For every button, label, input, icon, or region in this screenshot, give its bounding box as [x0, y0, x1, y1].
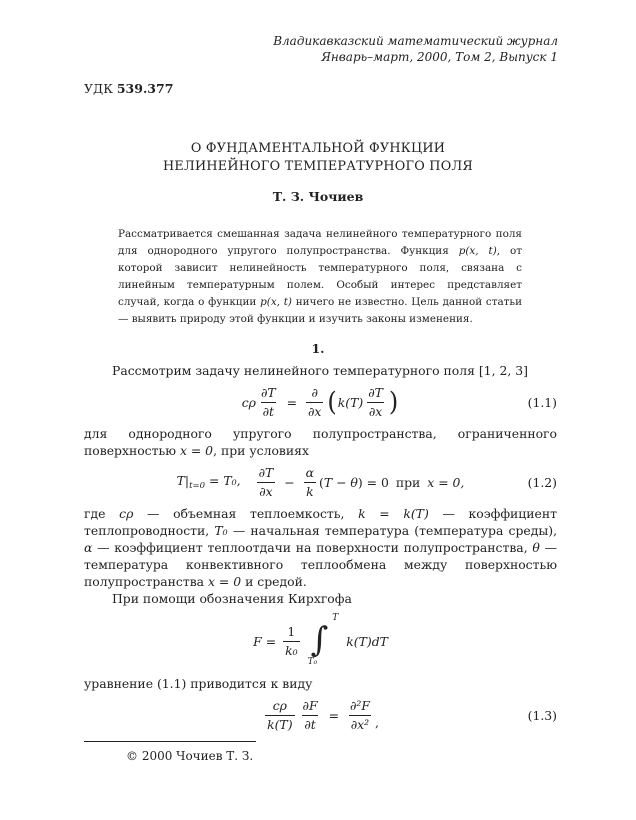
condition-word: при: [395, 474, 421, 490]
abstract-part: ничего не известно. Цель данной статьи — выявить природу этой функции и изучить законы изменения.: [118, 296, 522, 325]
inline-math: k = k(T): [358, 506, 429, 521]
left-paren: (: [327, 386, 337, 418]
fraction: $\frac{\partial T}{\partial t}$: [260, 385, 276, 419]
math-term: x = 0,: [427, 474, 465, 490]
equals-sign: =: [328, 707, 339, 723]
section-heading: 1.: [311, 341, 325, 356]
title-line-2: НЕЛИНЕЙНОГО ТЕМПЕРАТУРНОГО ПОЛЯ: [163, 158, 473, 174]
paragraph-intro: Рассмотрим задачу нелинейного температурного поля [1, 2, 3]: [112, 363, 528, 378]
fraction: $\frac{1}{\text{k₀}}$: [285, 624, 298, 658]
minus-sign: −: [284, 474, 295, 490]
author-name: Т. З. Чочиев: [272, 189, 364, 204]
integrand: k(T)dT: [346, 633, 388, 649]
inline-math: cρ: [119, 506, 134, 521]
udk-line: [84, 81, 557, 96]
copyright-line: © 2000 Чочиев Т. З.: [126, 749, 254, 763]
initial-condition: $T|_{t=0} = T_0$,: [176, 473, 241, 491]
paragraph-where: где cρ — объемная теплоемкость, k = k(T) — коэффициент теплопроводности, T₀ — начальная температура (температура среды), α — коэффициент теплоотдачи на поверхности полупространства, θ — температура конвективного теплообмена между поверхностью полупространства x = 0 и средой.: [84, 506, 558, 589]
journal-name: Владикавказский математический журнал: [273, 34, 558, 48]
equals-sign: =: [286, 394, 297, 410]
paragraph-reduces: уравнение (1.1) приводится к виду: [84, 676, 313, 691]
journal-header: [0, 0, 558, 65]
kirchhoff-formula: [84, 613, 557, 669]
boundary-term: (T − θ) = 0: [319, 474, 389, 490]
fraction: $\frac{c\rho}{k(T)}$: [267, 698, 293, 732]
udk-number: 539.377: [116, 81, 174, 96]
inline-math: x = 0: [179, 443, 214, 458]
fraction: $\frac{\partial F}{\partial t}$: [302, 698, 318, 732]
fraction: $\frac{\partial}{\partial x}$: [308, 385, 322, 419]
integral-upper-limit: T: [332, 613, 339, 623]
fraction: $\frac{\partial T}{\partial x}$: [368, 385, 383, 419]
paragraph-after-eq11: для однородного упругого полупространства, ограниченного поверхностью x = 0, при условиях: [84, 426, 557, 458]
integral: [309, 614, 337, 668]
title-line-1: О ФУНДАМЕНТАЛЬНОЙ ФУНКЦИИ: [190, 141, 446, 156]
inline-math: θ: [532, 540, 540, 555]
abstract-text: [118, 226, 522, 328]
abstract-math: p(x, t): [260, 296, 292, 308]
journal-issue: Январь–март, 2000, Том 2, Выпуск 1: [321, 50, 558, 64]
math-term: k(T): [337, 394, 364, 410]
udk-label: УДК: [84, 81, 113, 96]
equation-number: (1.2): [527, 474, 557, 490]
fraction: $\frac{\partial T}{\partial x}$: [258, 465, 274, 499]
equation-1-1: [84, 385, 557, 419]
integral-sign: ∫: [310, 620, 329, 660]
abstract-part: , от которой зависит нелинейность температурного поля, связана с линейным температурным полем. Особый интерес представляет случай, когда о функции: [118, 245, 522, 308]
inline-math: α: [84, 540, 93, 555]
fraction: $\frac{\alpha}{k}$: [305, 465, 315, 499]
abstract-part: Рассматривается смешанная задача нелинейного температурного поля для однородного упругого полупространства. Функция: [118, 228, 522, 257]
integral-lower-limit: T₀: [307, 657, 318, 667]
lhs: F =: [253, 633, 277, 649]
math-term: cρ: [241, 394, 256, 410]
paper-title: [0, 140, 636, 175]
paragraph-kirchhoff: При помощи обозначения Кирхгофа: [112, 591, 352, 606]
equation-number: (1.1): [527, 394, 557, 410]
right-paren: ): [388, 386, 399, 418]
abstract-math: p(x, t): [458, 245, 497, 257]
footnote-rule: [84, 741, 256, 742]
equation-1-2: [84, 465, 557, 499]
equation-1-3: [84, 698, 557, 732]
inline-math: T₀: [214, 523, 228, 538]
trailing-comma: ,: [374, 714, 379, 730]
inline-math: x = 0: [208, 574, 242, 589]
equation-number: (1.3): [527, 707, 557, 723]
fraction: $\frac{\text{∂²F}}{\text{∂x²}}$: [349, 698, 370, 732]
